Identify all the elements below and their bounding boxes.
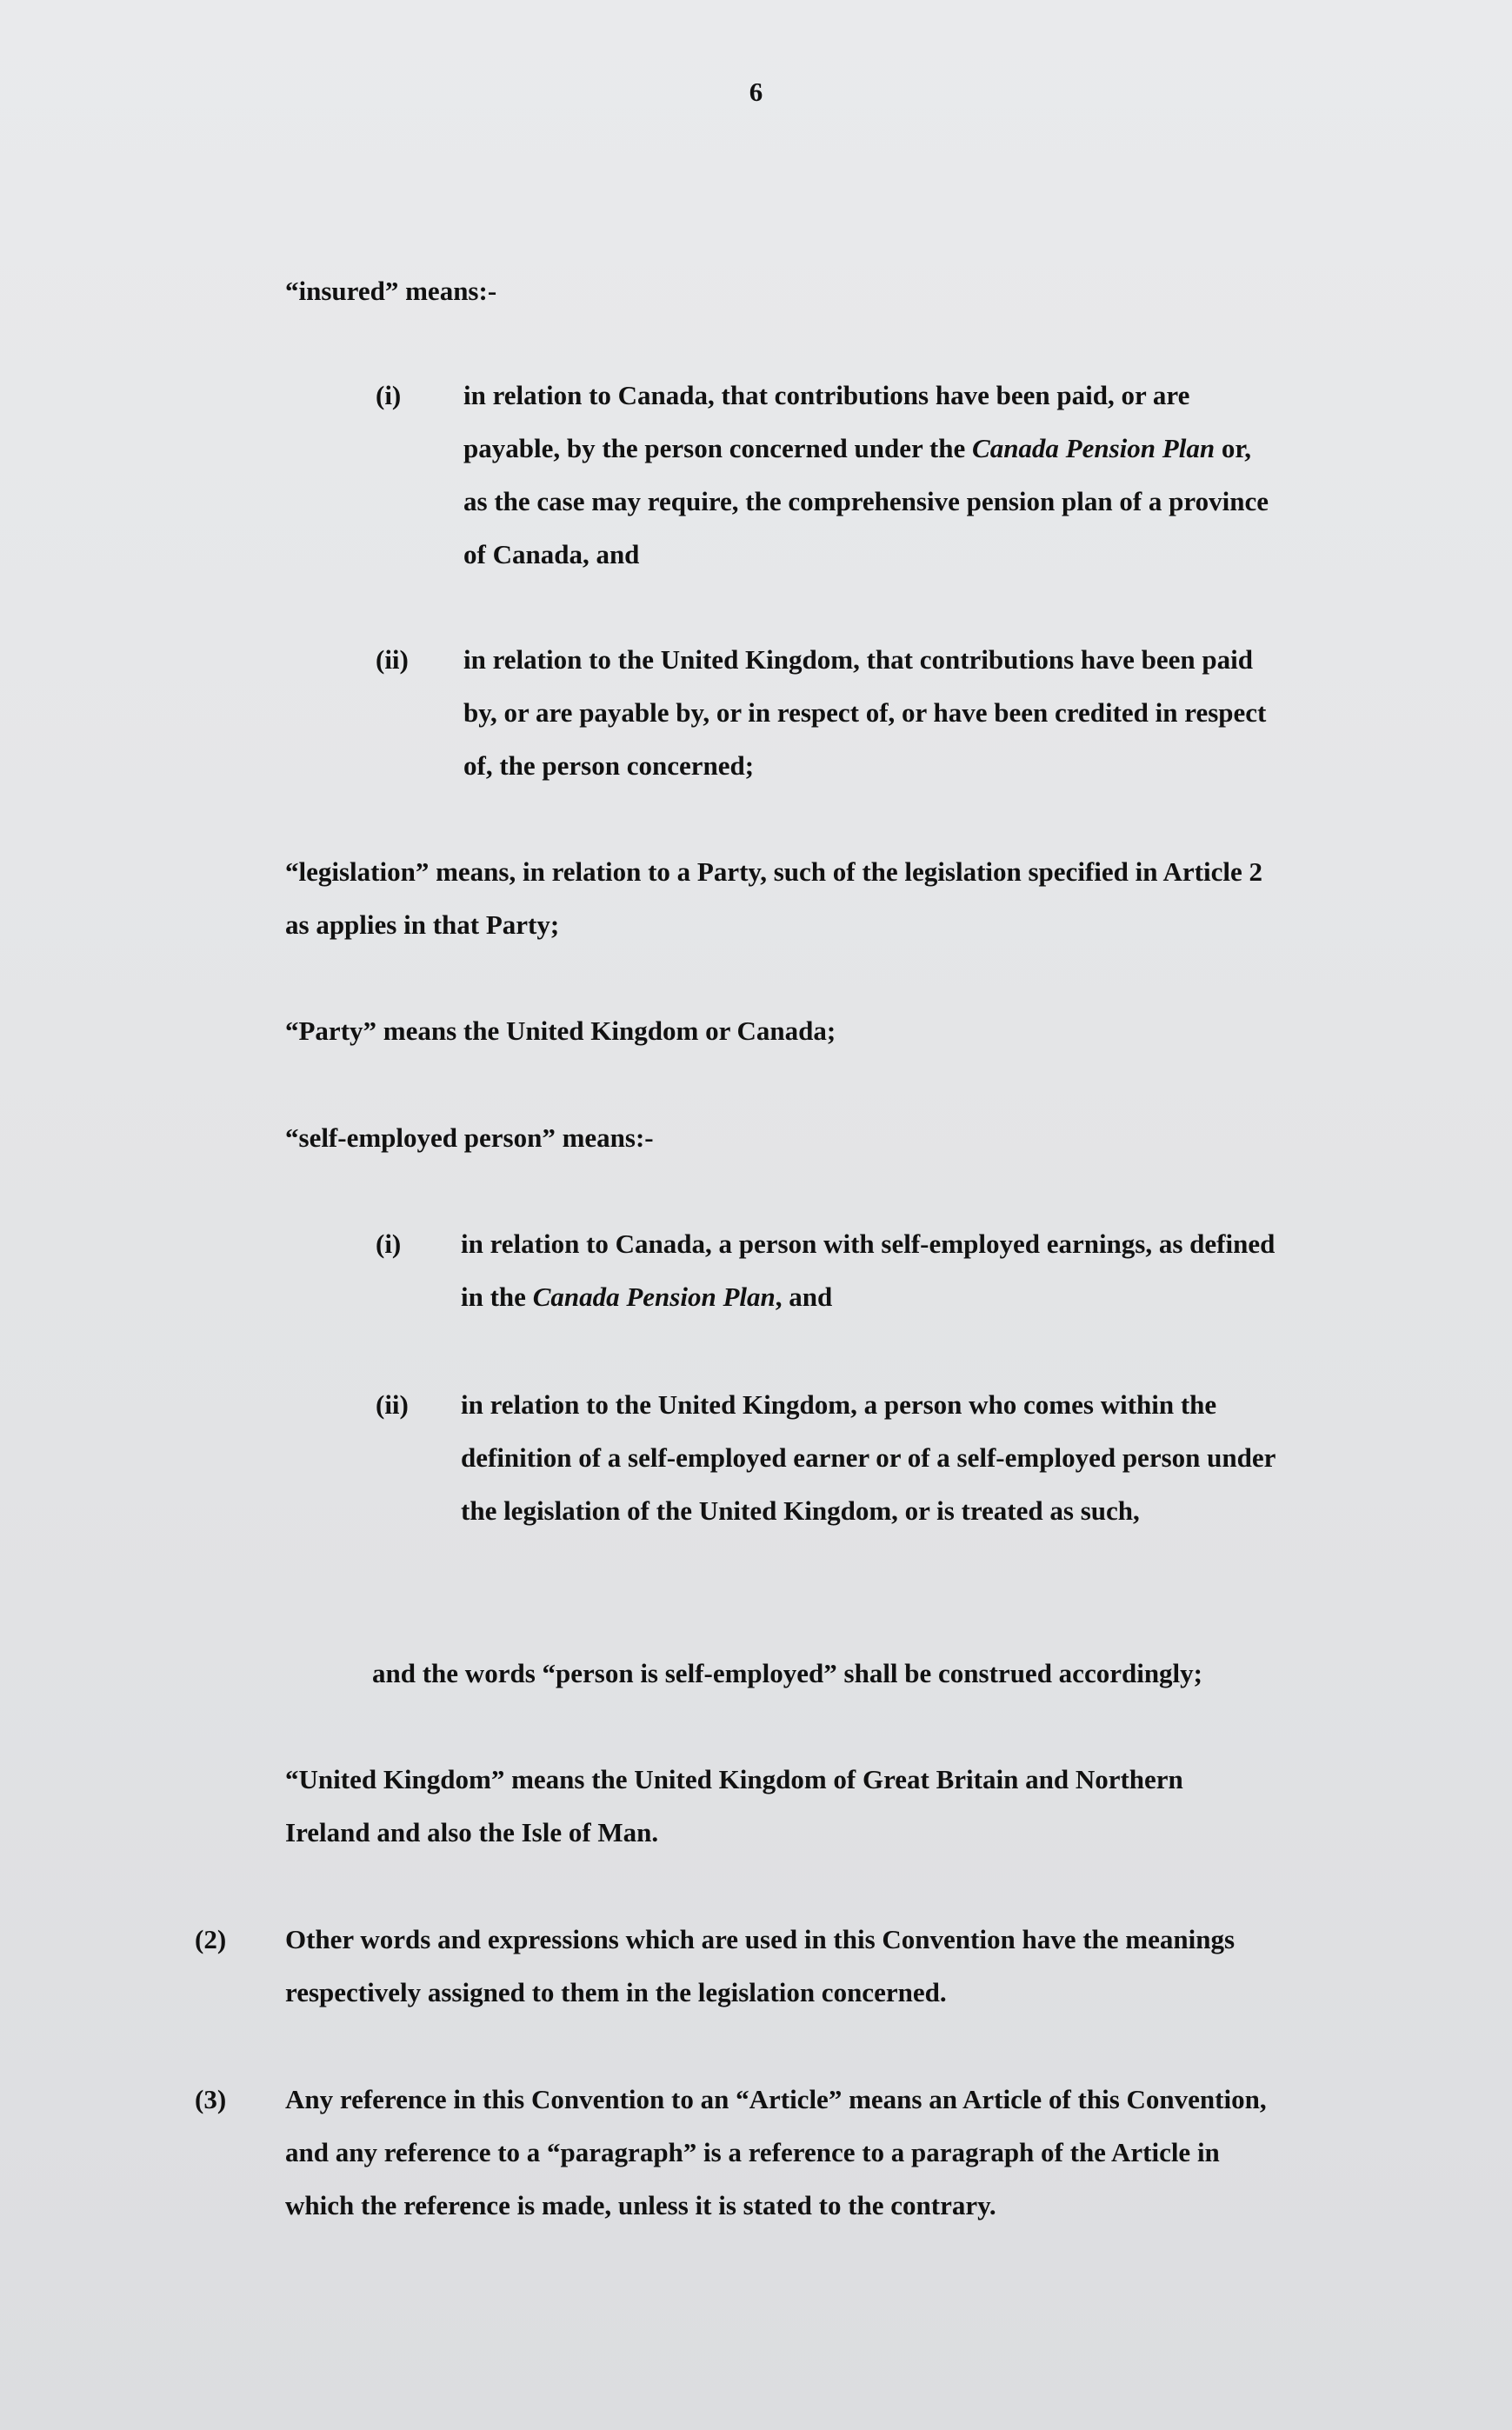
def-self-employed-heading: “self-employed person” means:- <box>285 1122 654 1153</box>
def-legislation: “legislation” means, in relation to a Party, such of the legislation specified in Article 2 as applies in that Party; <box>285 856 1262 940</box>
show-through-background <box>235 200 1322 256</box>
def-insured-heading: “insured” means:- <box>285 276 497 306</box>
def-insured-i-text: in relation to Canada, that contributions have been paid, or are payable, by the person concerned under the Canada Pension Plan or, as the case may require, the comprehensive pension plan of a province of Canada, and <box>463 380 1269 569</box>
def-self-employed-ii-text: in relation to the United Kingdom, a person who comes within the definition of a self-employed earner or of a self-employed person under the legislation of the United Kingdom, or is treated as such, <box>461 1389 1276 1526</box>
def-insured-ii-text: in relation to the United Kingdom, that contributions have been paid by, or are payable by, or in respect of, or have been credited in respect of, the person concerned; <box>463 644 1267 781</box>
def-united-kingdom: “United Kingdom” means the United Kingdom of Great Britain and Northern Ireland and also the Isle of Man. <box>285 1764 1183 1847</box>
def-self-employed-i-label: (i) <box>376 1228 402 1259</box>
paragraph-2-label: (2) <box>195 1924 227 1954</box>
page-number: 6 <box>749 77 763 107</box>
def-self-employed-i-text: in relation to Canada, a person with self-employed earnings, as defined in the Canada Pension Plan, and <box>461 1228 1276 1312</box>
paragraph-3-label: (3) <box>195 2084 227 2114</box>
def-self-employed-closing: and the words “person is self-employed” shall be construed accordingly; <box>372 1658 1202 1688</box>
paragraph-2-text: Other words and expressions which are used in this Convention have the meanings respectively assigned to them in the legislation concerned. <box>285 1924 1236 2007</box>
def-insured-i-label: (i) <box>376 380 402 410</box>
def-insured-ii-label: (ii) <box>376 644 409 675</box>
def-self-employed-ii-label: (ii) <box>376 1389 409 1420</box>
def-party: “Party” means the United Kingdom or Canada; <box>285 1015 836 1046</box>
paragraph-3-text: Any reference in this Convention to an “Article” means an Article of this Convention, and any reference to a “paragraph” is a reference to a paragraph of the Article in which the reference is made, unless it is stated to the contrary. <box>285 2084 1267 2220</box>
